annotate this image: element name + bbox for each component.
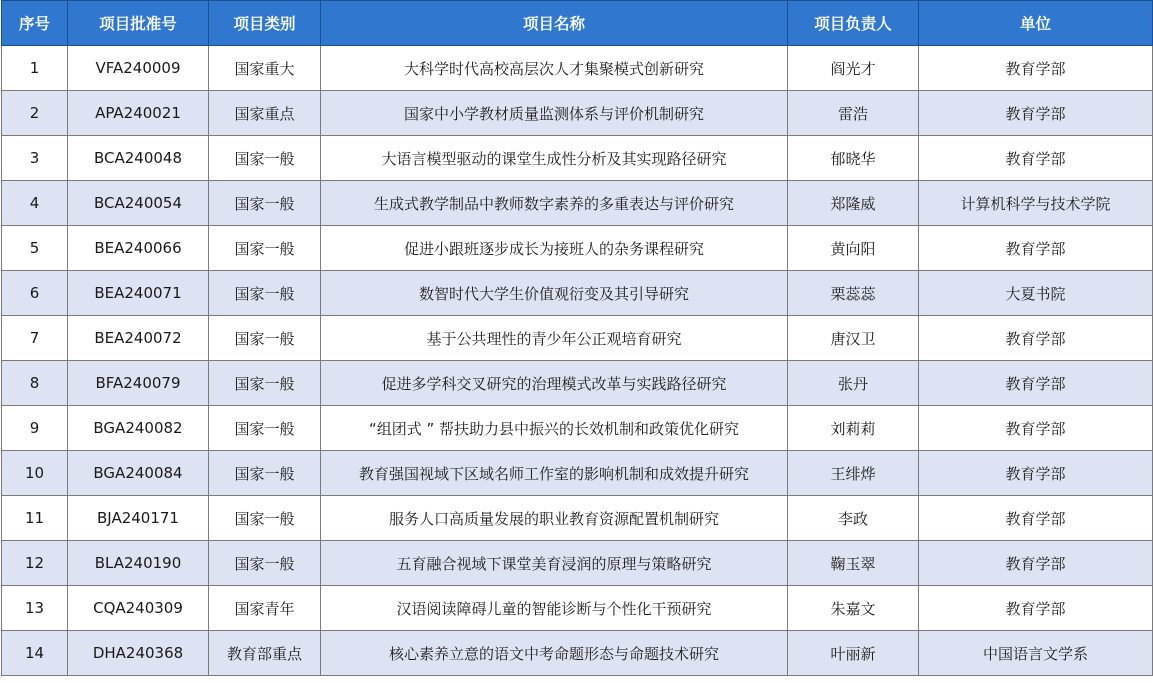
cell-unit: 大夏书院 <box>919 271 1153 316</box>
cell-no: 4 <box>2 181 68 226</box>
cell-type: 国家重大 <box>209 46 321 91</box>
table-row <box>2 496 1153 541</box>
cell-code: BGA240082 <box>68 406 209 451</box>
table-row <box>2 46 1153 91</box>
table-header <box>2 1 1153 46</box>
cell-no: 11 <box>2 496 68 541</box>
cell-code: BEA240071 <box>68 271 209 316</box>
header-lead: 项目负责人 <box>788 1 919 46</box>
cell-type: 国家一般 <box>209 406 321 451</box>
cell-no: 13 <box>2 586 68 631</box>
cell-code: VFA240009 <box>68 46 209 91</box>
table-row <box>2 361 1153 406</box>
cell-no: 6 <box>2 271 68 316</box>
cell-name: 基于公共理性的青少年公正观培育研究 <box>321 316 788 361</box>
cell-unit: 教育学部 <box>919 361 1153 406</box>
cell-no: 10 <box>2 451 68 496</box>
cell-no: 14 <box>2 631 68 676</box>
cell-type: 国家一般 <box>209 271 321 316</box>
cell-type: 国家一般 <box>209 361 321 406</box>
cell-unit: 计算机科学与技术学院 <box>919 181 1153 226</box>
table-row <box>2 316 1153 361</box>
cell-lead: 黄向阳 <box>788 226 919 271</box>
cell-lead: 刘莉莉 <box>788 406 919 451</box>
cell-type: 国家一般 <box>209 541 321 586</box>
cell-type: 国家一般 <box>209 136 321 181</box>
table-row <box>2 451 1153 496</box>
cell-type: 国家一般 <box>209 496 321 541</box>
cell-name: 大语言模型驱动的课堂生成性分析及其实现路径研究 <box>321 136 788 181</box>
cell-no: 2 <box>2 91 68 136</box>
table-row <box>2 136 1153 181</box>
cell-type: 国家青年 <box>209 586 321 631</box>
cell-lead: 郁晓华 <box>788 136 919 181</box>
cell-lead: 李政 <box>788 496 919 541</box>
table-body <box>2 46 1153 676</box>
cell-no: 5 <box>2 226 68 271</box>
cell-unit: 教育学部 <box>919 541 1153 586</box>
cell-type: 国家一般 <box>209 451 321 496</box>
header-type: 项目类别 <box>209 1 321 46</box>
cell-name: 促进多学科交叉研究的治理模式改革与实践路径研究 <box>321 361 788 406</box>
cell-code: CQA240309 <box>68 586 209 631</box>
cell-unit: 教育学部 <box>919 406 1153 451</box>
cell-lead: 鞠玉翠 <box>788 541 919 586</box>
cell-lead: 唐汉卫 <box>788 316 919 361</box>
cell-lead: 阎光才 <box>788 46 919 91</box>
cell-name: 大科学时代高校高层次人才集聚模式创新研究 <box>321 46 788 91</box>
cell-name: 五育融合视域下课堂美育浸润的原理与策略研究 <box>321 541 788 586</box>
cell-type: 教育部重点 <box>209 631 321 676</box>
cell-name: 核心素养立意的语文中考命题形态与命题技术研究 <box>321 631 788 676</box>
cell-name: 数智时代大学生价值观衍变及其引导研究 <box>321 271 788 316</box>
table-row <box>2 541 1153 586</box>
cell-unit: 教育学部 <box>919 496 1153 541</box>
cell-name: 教育强国视域下区域名师工作室的影响机制和成效提升研究 <box>321 451 788 496</box>
header-name: 项目名称 <box>321 1 788 46</box>
cell-name: “组团式 ” 帮扶助力县中振兴的长效机制和政策优化研究 <box>321 406 788 451</box>
cell-code: BEA240072 <box>68 316 209 361</box>
cell-type: 国家一般 <box>209 181 321 226</box>
cell-unit: 教育学部 <box>919 46 1153 91</box>
table-row <box>2 586 1153 631</box>
cell-lead: 叶丽新 <box>788 631 919 676</box>
cell-type: 国家一般 <box>209 226 321 271</box>
cell-name: 服务人口高质量发展的职业教育资源配置机制研究 <box>321 496 788 541</box>
cell-name: 生成式教学制品中教师数字素养的多重表达与评价研究 <box>321 181 788 226</box>
header-no: 序号 <box>2 1 68 46</box>
cell-name: 汉语阅读障碍儿童的智能诊断与个性化干预研究 <box>321 586 788 631</box>
cell-lead: 王绯烨 <box>788 451 919 496</box>
cell-code: BFA240079 <box>68 361 209 406</box>
cell-code: BCA240048 <box>68 136 209 181</box>
cell-lead: 朱嘉文 <box>788 586 919 631</box>
cell-unit: 教育学部 <box>919 136 1153 181</box>
table-row <box>2 226 1153 271</box>
cell-code: BLA240190 <box>68 541 209 586</box>
cell-unit: 教育学部 <box>919 316 1153 361</box>
table-row <box>2 631 1153 676</box>
cell-code: BGA240084 <box>68 451 209 496</box>
cell-name: 国家中小学教材质量监测体系与评价机制研究 <box>321 91 788 136</box>
cell-unit: 教育学部 <box>919 586 1153 631</box>
cell-code: BJA240171 <box>68 496 209 541</box>
table-row <box>2 406 1153 451</box>
cell-lead: 张丹 <box>788 361 919 406</box>
cell-type: 国家重点 <box>209 91 321 136</box>
cell-no: 8 <box>2 361 68 406</box>
project-table <box>1 0 1153 676</box>
cell-code: APA240021 <box>68 91 209 136</box>
cell-no: 12 <box>2 541 68 586</box>
cell-lead: 郑隆威 <box>788 181 919 226</box>
cell-lead: 雷浩 <box>788 91 919 136</box>
cell-code: BCA240054 <box>68 181 209 226</box>
header-unit: 单位 <box>919 1 1153 46</box>
cell-unit: 中国语言文学系 <box>919 631 1153 676</box>
header-row <box>2 1 1153 46</box>
cell-code: DHA240368 <box>68 631 209 676</box>
cell-no: 3 <box>2 136 68 181</box>
table-row <box>2 181 1153 226</box>
cell-name: 促进小跟班逐步成长为接班人的杂务课程研究 <box>321 226 788 271</box>
cell-no: 7 <box>2 316 68 361</box>
header-code: 项目批准号 <box>68 1 209 46</box>
table-row <box>2 91 1153 136</box>
table-row <box>2 271 1153 316</box>
cell-unit: 教育学部 <box>919 91 1153 136</box>
cell-unit: 教育学部 <box>919 226 1153 271</box>
cell-unit: 教育学部 <box>919 451 1153 496</box>
cell-no: 1 <box>2 46 68 91</box>
cell-code: BEA240066 <box>68 226 209 271</box>
cell-no: 9 <box>2 406 68 451</box>
cell-lead: 栗蕊蕊 <box>788 271 919 316</box>
cell-type: 国家一般 <box>209 316 321 361</box>
